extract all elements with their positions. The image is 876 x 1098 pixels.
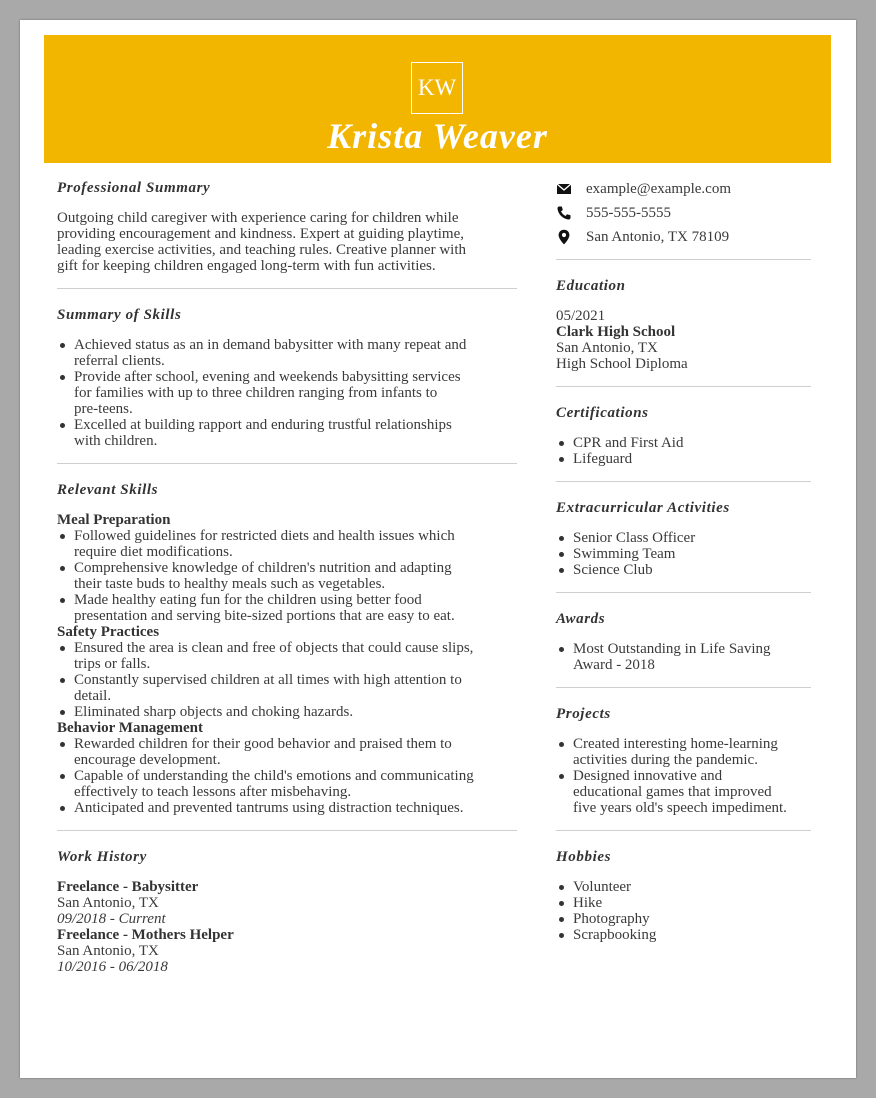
section-work-history xyxy=(57,847,517,975)
monogram: KW xyxy=(411,62,463,114)
skill-group-list xyxy=(57,640,517,720)
section-professional-summary xyxy=(57,178,517,274)
school-name: Clark High School xyxy=(556,324,676,340)
resume-page xyxy=(20,20,856,1078)
school-location: San Antonio, TX xyxy=(556,340,658,356)
phone-text: 555-555-5555 xyxy=(586,205,671,221)
list-item: Scrapbooking xyxy=(556,927,811,943)
list-item: Capable of understanding the child's emotions and communicating effectively to teach lessons after misbehaving. xyxy=(57,768,517,800)
contact-email xyxy=(556,177,811,201)
location-text: San Antonio, TX 78109 xyxy=(586,229,730,245)
contact-phone xyxy=(556,201,811,225)
section-awards xyxy=(556,609,811,673)
list-item: Made healthy eating fun for the children using better food presentation and serving bite-sized portions that are easy to eat. xyxy=(57,592,517,624)
list-item: Excelled at building rapport and enduring trustful relationships with children. xyxy=(57,417,517,449)
left-column xyxy=(57,178,517,975)
summary-line: leading exercise activities, and teaching rules. Creative planner with xyxy=(57,242,467,258)
contact-location xyxy=(556,225,811,249)
section-projects xyxy=(556,704,811,816)
summary-line: gift for keeping children engaged long-term with fun activities. xyxy=(57,258,436,274)
job-location: San Antonio, TX xyxy=(57,895,159,911)
list-item: Senior Class Officer xyxy=(556,530,811,546)
summary-line: Outgoing child caregiver with experience caring for children while xyxy=(57,210,459,226)
section-title: Awards xyxy=(556,611,606,627)
job-dates: 10/2016 - 06/2018 xyxy=(57,959,168,975)
phone-icon xyxy=(556,205,572,221)
list-item: Achieved status as an in demand babysitter with many repeat and referral clients. xyxy=(57,337,517,369)
list-item: Lifeguard xyxy=(556,451,811,467)
section-title: Relevant Skills xyxy=(57,482,159,498)
job-title: Freelance - Babysitter xyxy=(57,879,199,895)
list-item: Photography xyxy=(556,911,811,927)
hobbies-list xyxy=(556,879,811,943)
list-item: Hike xyxy=(556,895,811,911)
section-title: Professional Summary xyxy=(57,180,211,196)
list-item: Provide after school, evening and weekends babysitting services for families with up to three children ranging from infants to pre-teens. xyxy=(57,369,517,417)
section-title: Certifications xyxy=(556,405,649,421)
list-item: Swimming Team xyxy=(556,546,811,562)
list-item: CPR and First Aid xyxy=(556,435,811,451)
section-title: Education xyxy=(556,278,626,294)
extracurricular-list xyxy=(556,530,811,578)
job-title: Freelance - Mothers Helper xyxy=(57,927,234,943)
list-item: Science Club xyxy=(556,562,811,578)
education-date: 05/2021 xyxy=(556,308,606,324)
section-title: Hobbies xyxy=(556,849,612,865)
section-title: Projects xyxy=(556,706,611,722)
list-item: Designed innovative and educational games that improved five years old's speech impediment. xyxy=(556,768,811,816)
list-item: Eliminated sharp objects and choking hazards. xyxy=(57,704,517,720)
job-entry xyxy=(57,879,517,927)
list-item: Rewarded children for their good behavior and praised them to encourage development. xyxy=(57,736,517,768)
contact-block xyxy=(556,177,811,249)
section-education xyxy=(556,276,811,372)
job-location: San Antonio, TX xyxy=(57,943,159,959)
skill-group-heading: Safety Practices xyxy=(57,624,160,640)
section-relevant-skills xyxy=(57,480,517,816)
candidate-name: Krista Weaver xyxy=(327,116,548,156)
skill-group-list xyxy=(57,736,517,816)
section-title: Extracurricular Activities xyxy=(556,500,730,516)
right-column xyxy=(556,177,811,943)
section-certifications xyxy=(556,403,811,467)
list-item: Volunteer xyxy=(556,879,811,895)
section-title: Work History xyxy=(57,849,147,865)
list-item: Anticipated and prevented tantrums using distraction techniques. xyxy=(57,800,517,816)
certifications-list xyxy=(556,435,811,467)
section-hobbies xyxy=(556,847,811,943)
section-summary-of-skills xyxy=(57,305,517,449)
location-pin-icon xyxy=(556,229,572,245)
awards-list xyxy=(556,641,811,673)
job-entry xyxy=(57,927,517,975)
list-item: Created interesting home-learning activities during the pandemic. xyxy=(556,736,811,768)
list-item: Most Outstanding in Life Saving Award - 2018 xyxy=(556,641,811,673)
list-item: Constantly supervised children at all times with high attention to detail. xyxy=(57,672,517,704)
email-text: example@example.com xyxy=(586,181,732,197)
list-item: Followed guidelines for restricted diets and health issues which require diet modifications. xyxy=(57,528,517,560)
list-item: Ensured the area is clean and free of objects that could cause slips, trips or falls. xyxy=(57,640,517,672)
section-title: Summary of Skills xyxy=(57,307,182,323)
header-banner xyxy=(44,35,831,163)
skill-group-heading: Meal Preparation xyxy=(57,512,171,528)
envelope-icon xyxy=(556,181,572,197)
skill-group-heading: Behavior Management xyxy=(57,720,203,736)
projects-list xyxy=(556,736,811,816)
list-item: Comprehensive knowledge of children's nutrition and adapting their taste buds to healthy meals such as vegetables. xyxy=(57,560,517,592)
section-extracurricular xyxy=(556,498,811,578)
skills-list xyxy=(57,337,517,449)
summary-text xyxy=(57,210,517,274)
degree: High School Diploma xyxy=(556,356,688,372)
summary-line: providing encouragement and kindness. Expert at guiding playtime, xyxy=(57,226,464,242)
job-dates: 09/2018 - Current xyxy=(57,911,166,927)
skill-group-list xyxy=(57,528,517,624)
